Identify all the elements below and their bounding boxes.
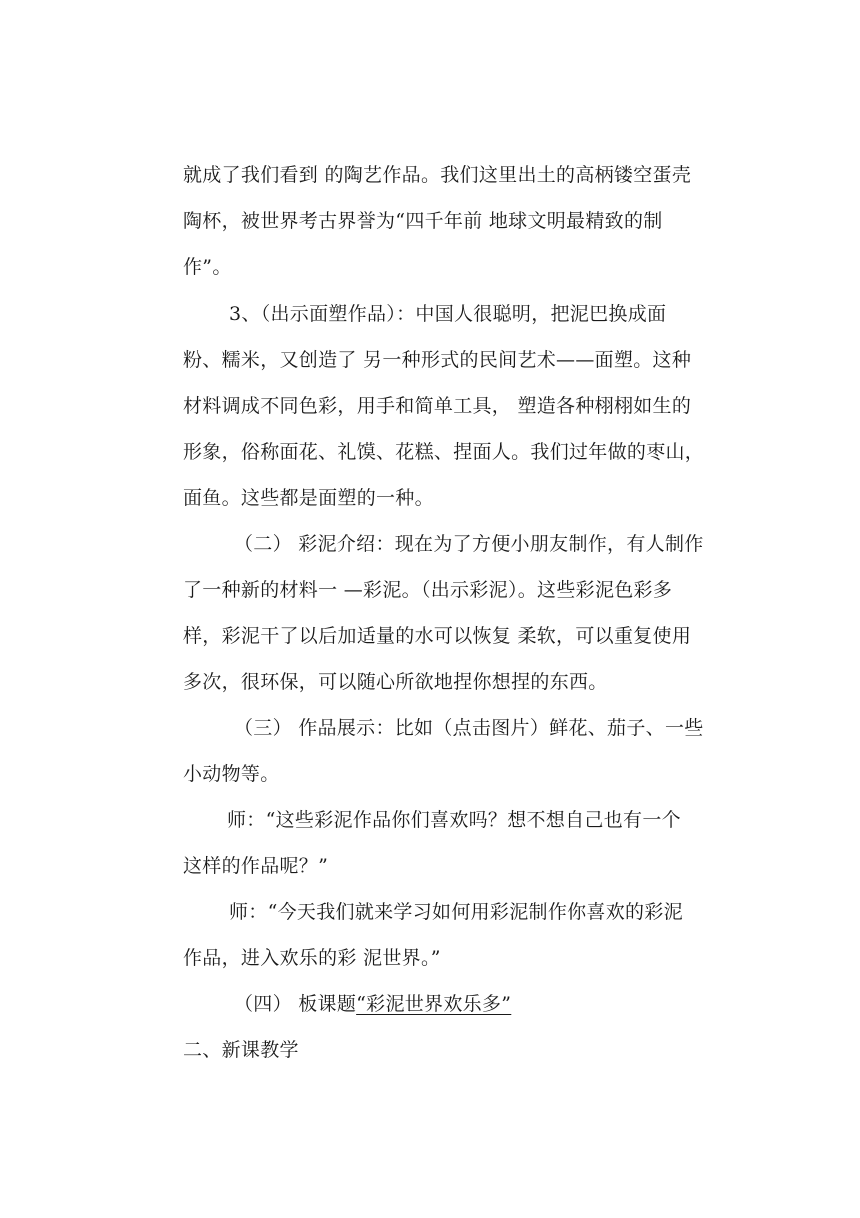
- paragraph-6-line-2: 作品，进入欢乐的彩 泥世界。”: [183, 947, 441, 969]
- paragraph-2-line-5: 面鱼。这些都是面塑的一种。: [183, 487, 434, 509]
- paragraph-6-line-1: 师：“今天我们就来学习如何用彩泥制作你喜欢的彩泥: [229, 901, 683, 923]
- paragraph-5-line-1: 师：“这些彩泥作品你们喜欢吗？想不想自己也有一个: [227, 809, 681, 831]
- paragraph-3-line-2: 了一种新的材料一 —彩泥。（出示彩泥）。这些彩泥色彩多: [183, 579, 673, 601]
- board-title: “彩泥世界欢乐多”: [356, 993, 512, 1015]
- board-title-prefix: （四） 板课题: [234, 993, 357, 1015]
- paragraph-2-line-2: 粉、糯米，又创造了 另一种形式的民间艺术——面塑。这种: [183, 349, 692, 371]
- paragraph-1-line-2: 陶杯，被世界考古界誉为“四千年前 地球文明最精致的制: [183, 210, 663, 232]
- paragraph-1-line-1: 就成了我们看到 的陶艺作品。我们这里出土的高柄镂空蛋壳: [183, 164, 692, 186]
- paragraph-3-line-3: 样，彩泥干了以后加适量的水可以恢复 柔软，可以重复使用: [183, 625, 692, 647]
- paragraph-2-line-3: 材料调成不同色彩，用手和简单工具， 塑造各种栩栩如生的: [183, 395, 692, 417]
- paragraph-1-line-3: 作”。: [183, 256, 232, 278]
- paragraph-5-line-2: 这样的作品呢？”: [183, 855, 329, 877]
- paragraph-2-line-4: 形象，俗称面花、礼馍、花糕、捏面人。我们过年做的枣山，: [183, 441, 705, 463]
- paragraph-4-line-2: 小动物等。: [183, 763, 280, 785]
- paragraph-2-line-1: 3、（出示面塑作品）：中国人很聪明，把泥巴换成面: [229, 303, 667, 325]
- section-heading: 二、新课教学: [183, 1039, 299, 1061]
- paragraph-3-line-4: 多次，很环保，可以随心所欲地捏你想捏的东西。: [183, 671, 608, 693]
- board-title-line: [234, 991, 511, 1017]
- paragraph-4-line-1: （三） 作品展示：比如（点击图片）鲜花、茄子、一些: [234, 717, 704, 739]
- paragraph-3-line-1: （二） 彩泥介绍：现在为了方便小朋友制作，有人制作: [234, 533, 704, 555]
